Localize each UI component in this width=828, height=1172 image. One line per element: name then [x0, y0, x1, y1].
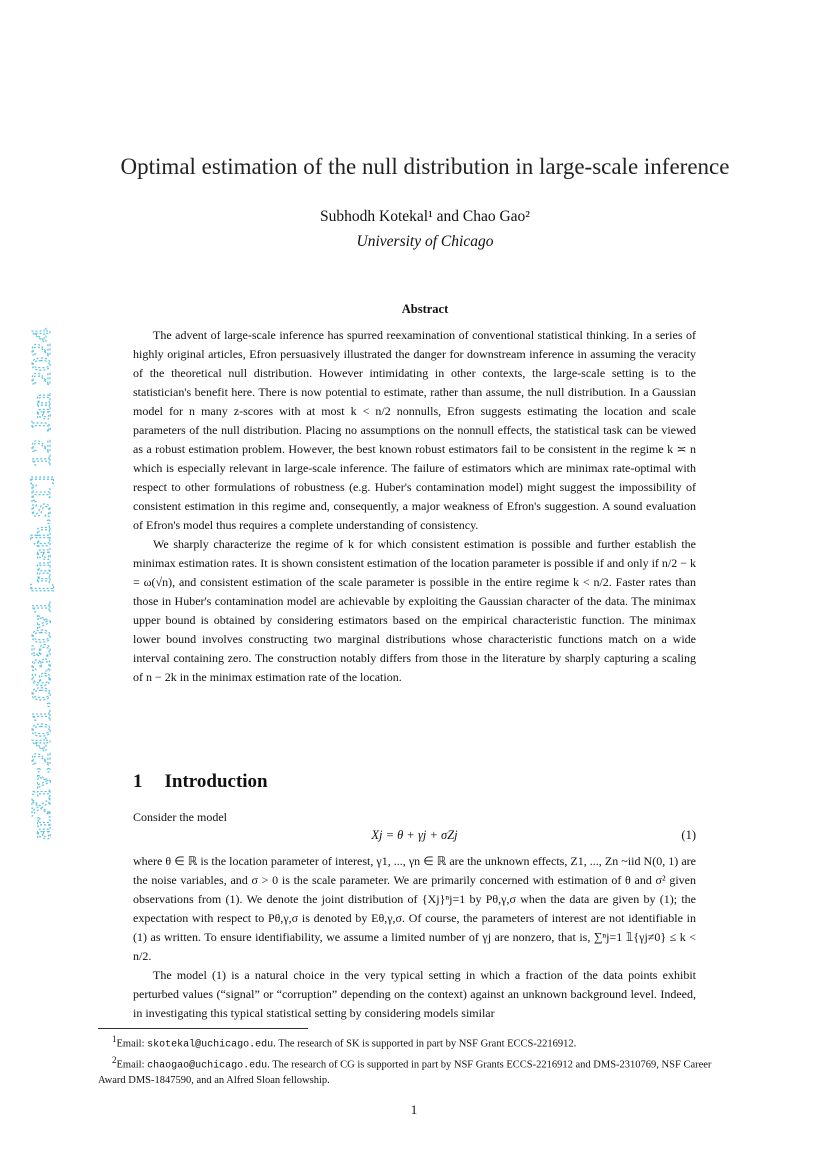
- intro-sentence: Consider the model: [133, 810, 227, 824]
- footnote-text: . The research of CG is supported in part by NSF Grants ECCS-2216912 and DMS-2310769, NSF Career Award DMS-1847590, and an Alfred Sloan fellowship.: [98, 1059, 712, 1086]
- email-link[interactable]: skotekal@uchicago.edu: [147, 1039, 274, 1051]
- equation-body: Xj = θ + γj + σZj: [371, 828, 458, 842]
- footnote-text: . The research of SK is supported in part by NSF Grant ECCS-2216912.: [273, 1038, 577, 1050]
- footnote-2: [98, 1053, 730, 1089]
- arxiv-stamp: [8, 320, 64, 840]
- page-number: 1: [410, 1102, 418, 1117]
- body-paragraph: The model (1) is a natural choice in the very typical setting in which a fraction of the data points exhibit perturbed values (“signal” or “corruption” depending on the context) against an unknown background level. Indeed, in investigating this typical statistical setting by considering models similar: [133, 968, 696, 1020]
- section-number: 1: [133, 771, 143, 792]
- abstract-heading: Abstract: [401, 302, 449, 316]
- footnote-mark: 2: [112, 1054, 117, 1065]
- footnote-label: Email:: [116, 1059, 148, 1070]
- section-title: Introduction: [164, 771, 268, 792]
- abstract-paragraph: We sharply characterize the regime of k for which consistent estimation is possible and further establish the minimax estimation rates. It is shown consistent estimation of the location parameter is possible if and only if n/2 − k = ω(√n), and consistent estimation of the scale parameter is possible in the entire regime k < n/2. Faster rates than those in Huber's contamination model are achievable by exploiting the Gaussian character of the data. The minimax upper bound is obtained by considering estimators based on the empirical characteristic function. The minimax lower bound involves constructing two marginal distributions whose characteristic functions match on a wide interval containing zero. The construction notably differs from those in the literature by sharply capturing a scaling of n − 2k in the minimax estimation rate of the location.: [133, 537, 696, 684]
- paper-authors: Subhodh Kotekal¹ and Chao Gao²: [320, 208, 530, 225]
- abstract-paragraph: The advent of large-scale inference has spurred reexamination of conventional statistical thinking. In a series of highly original articles, Efron persuasively illustrated the danger for downstream inference in assuming the veracity of the theoretical null distribution. However intimidating in other contexts, the large-scale setting is to the statistician's benefit here. There is now potential to estimate, rather than assume, the null distribution. In a Gaussian model for n many z-scores with at most k < n/2 nonnulls, Efron suggests estimating the location and scale parameters of the null distribution. Placing no assumptions on the nonnull effects, the statistical task can be viewed as a robust estimation problem. However, the best known robust estimators fail to be consistent in the regime k ≍ n which is especially relevant in large-scale inference. The failure of estimators which are minimax rate-optimal with respect to other formulations of robustness (e.g. Huber's contamination model) might suggest the impossibility of consistent estimation in this regime and, consequently, a major weakness of Efron's suggestion. A sound evaluation of Efron's model thus requires a complete understanding of consistency.: [133, 328, 696, 532]
- body-paragraph: where θ ∈ ℝ is the location parameter of interest, γ1, ..., γn ∈ ℝ are the unknown effects, Z1, ..., Zn ~iid N(0, 1) are the noise variables, and σ > 0 is the scale parameter. We are primarily concerned with estimation of θ and σ² given observations from (1). We denote the joint distribution of {Xj}ⁿj=1 by Pθ,γ,σ when the data are given by (1); the expectation with respect to Pθ,γ,σ is denoted by Eθ,γ,σ. Of course, the parameters of interest are not identifiable in (1) as written. To ensure identifiability, we assume a limited number of γj are nonzero, that is, ∑ⁿj=1 𝟙{γj≠0} ≤ k < n/2.: [133, 854, 696, 963]
- intro-body: [133, 852, 696, 1023]
- email-link[interactable]: chaogao@uchicago.edu: [147, 1060, 268, 1071]
- arxiv-stamp-text: arXiv:2401.06350v1 [math.ST] 12 Jan 2024: [26, 361, 56, 840]
- abstract-body: [133, 326, 696, 687]
- equation-number: (1): [681, 828, 696, 842]
- footnote-mark: 1: [112, 1034, 117, 1044]
- footnotes: [98, 1032, 730, 1088]
- footnote-1: [98, 1032, 730, 1053]
- paper-title: Optimal estimation of the null distribution in large-scale inference: [120, 154, 730, 179]
- paper-affiliation: University of Chicago: [356, 233, 494, 250]
- footnote-divider: [98, 1028, 308, 1029]
- section-heading: [133, 771, 268, 793]
- footnote-label: Email:: [116, 1038, 148, 1050]
